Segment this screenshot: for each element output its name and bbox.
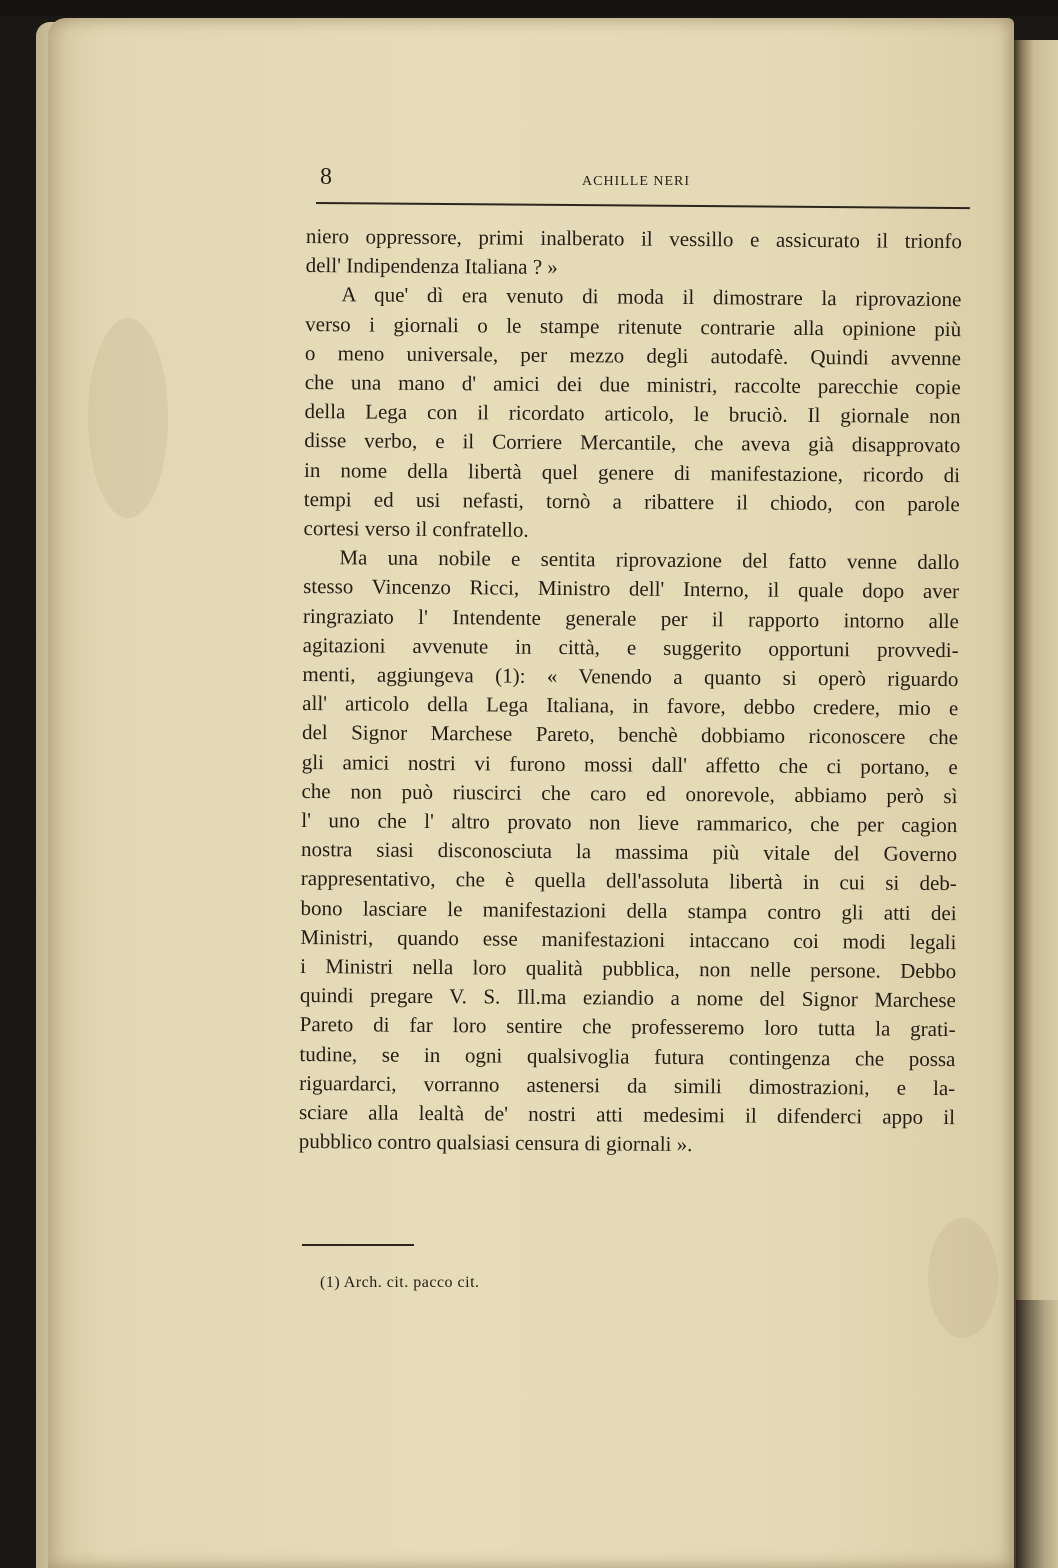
text-line: stesso Vincenzo Ricci, Ministro dell' Interno, il quale dopo aver	[303, 574, 960, 604]
text-line: che una mano d' amici dei due ministri, raccolte parecchie copie	[304, 370, 961, 400]
text-line: della Lega con il ricordato articolo, le bruciò. Il giornale non	[304, 399, 961, 429]
text-line: A que' dì era venuto di moda il dimostrare la riprovazione	[341, 282, 962, 312]
footnote: (1) Arch. cit. pacco cit.	[320, 1274, 480, 1291]
text-line: gli amici nostri vi furono mossi dall' affetto che ci portano, e	[301, 749, 958, 779]
text-line: Pareto di far loro sentire che professeremo loro tutta la grati-	[299, 1012, 956, 1042]
text-line: Ministri, quando esse manifestazioni intaccano coi modi legali	[300, 924, 957, 955]
text-line: nostra siasi disconosciuta la massima più vitale del Governo	[300, 837, 958, 867]
footnote-rule	[302, 1244, 414, 1246]
text-line: del Signor Marchese Pareto, benchè dobbiamo riconoscere che	[301, 720, 959, 750]
text-line: che non può riuscirci che caro ed onorevole, abbiamo però sì	[301, 778, 958, 808]
text-line: cortesi verso il confratello.	[303, 516, 529, 542]
text-line: disse verbo, e il Corriere Mercantile, che aveva già disapprovato	[304, 428, 961, 458]
text-line: in nome della libertà quel genere di manifestazione, ricordo di	[303, 457, 961, 487]
text-line: quindi pregare V. S. Ill.ma eziandio a nome del Signor Marchese	[299, 983, 957, 1013]
header-rule	[316, 202, 970, 209]
body-text	[299, 222, 962, 1162]
running-head: ACHILLE NERI	[582, 174, 691, 189]
text-line: l' uno che l' altro provato non lieve rammarico, che per cagion	[301, 808, 958, 838]
text-line: ringraziato l' Intendente generale per il rapporto intorno alle	[302, 603, 959, 633]
text-line: pubblico contro qualsiasi censura di giornali ».	[298, 1129, 693, 1157]
text-line: tudine, se in ogni qualsivoglia futura contingenza che possa	[299, 1041, 956, 1071]
paragraph-1	[306, 222, 962, 286]
text-line: tempi ed usi nefasti, tornò a ribattere il chiodo, con parole	[303, 486, 960, 516]
text-line: verso i giornali o le stampe ritenute contrarie alla opinione più	[305, 311, 962, 341]
text-line: o meno universale, per mezzo degli autodafè. Quindi avvenne	[304, 340, 962, 370]
paragraph-3	[299, 543, 960, 1161]
scan-frame-top	[0, 0, 1058, 16]
text-line: all' articolo della Lega Italiana, in favore, debbo credere, mio e	[302, 691, 959, 721]
paper-stain	[88, 318, 168, 518]
text-line: agitazioni avvenute in città, e suggerito opportuni provvedi-	[302, 632, 959, 662]
text-line: niero oppressore, primi inalberato il vessillo e assicurato il trionfo	[305, 223, 962, 254]
paper-stain	[928, 1218, 998, 1338]
text-line: riguardarci, vorranno astenersi da simili dimostrazioni, e la-	[299, 1070, 956, 1101]
text-line: menti, aggiungeva (1): « Venendo a quanto si operò riguardo	[302, 662, 959, 692]
facing-page-edge-lower	[1016, 1300, 1058, 1568]
text-line: sciare alla lealtà de' nostri atti medesimi il difenderci appo il	[298, 1100, 956, 1130]
text-line: dell' Indipendenza Italiana ? »	[305, 253, 558, 280]
text-line: i Ministri nella loro qualità pubblica, non nelle persone. Debbo	[300, 954, 957, 984]
text-line: bono lasciare le manifestazioni della stampa contro gli atti dei	[300, 895, 957, 925]
paragraph-2	[303, 280, 961, 548]
text-line: Ma una nobile e sentita riprovazione del fatto venne dallo	[339, 545, 960, 575]
page-number: 8	[320, 164, 332, 190]
page-header	[312, 164, 972, 212]
text-line: rappresentativo, che è quella dell'assoluta libertà in cui si deb-	[300, 866, 957, 896]
